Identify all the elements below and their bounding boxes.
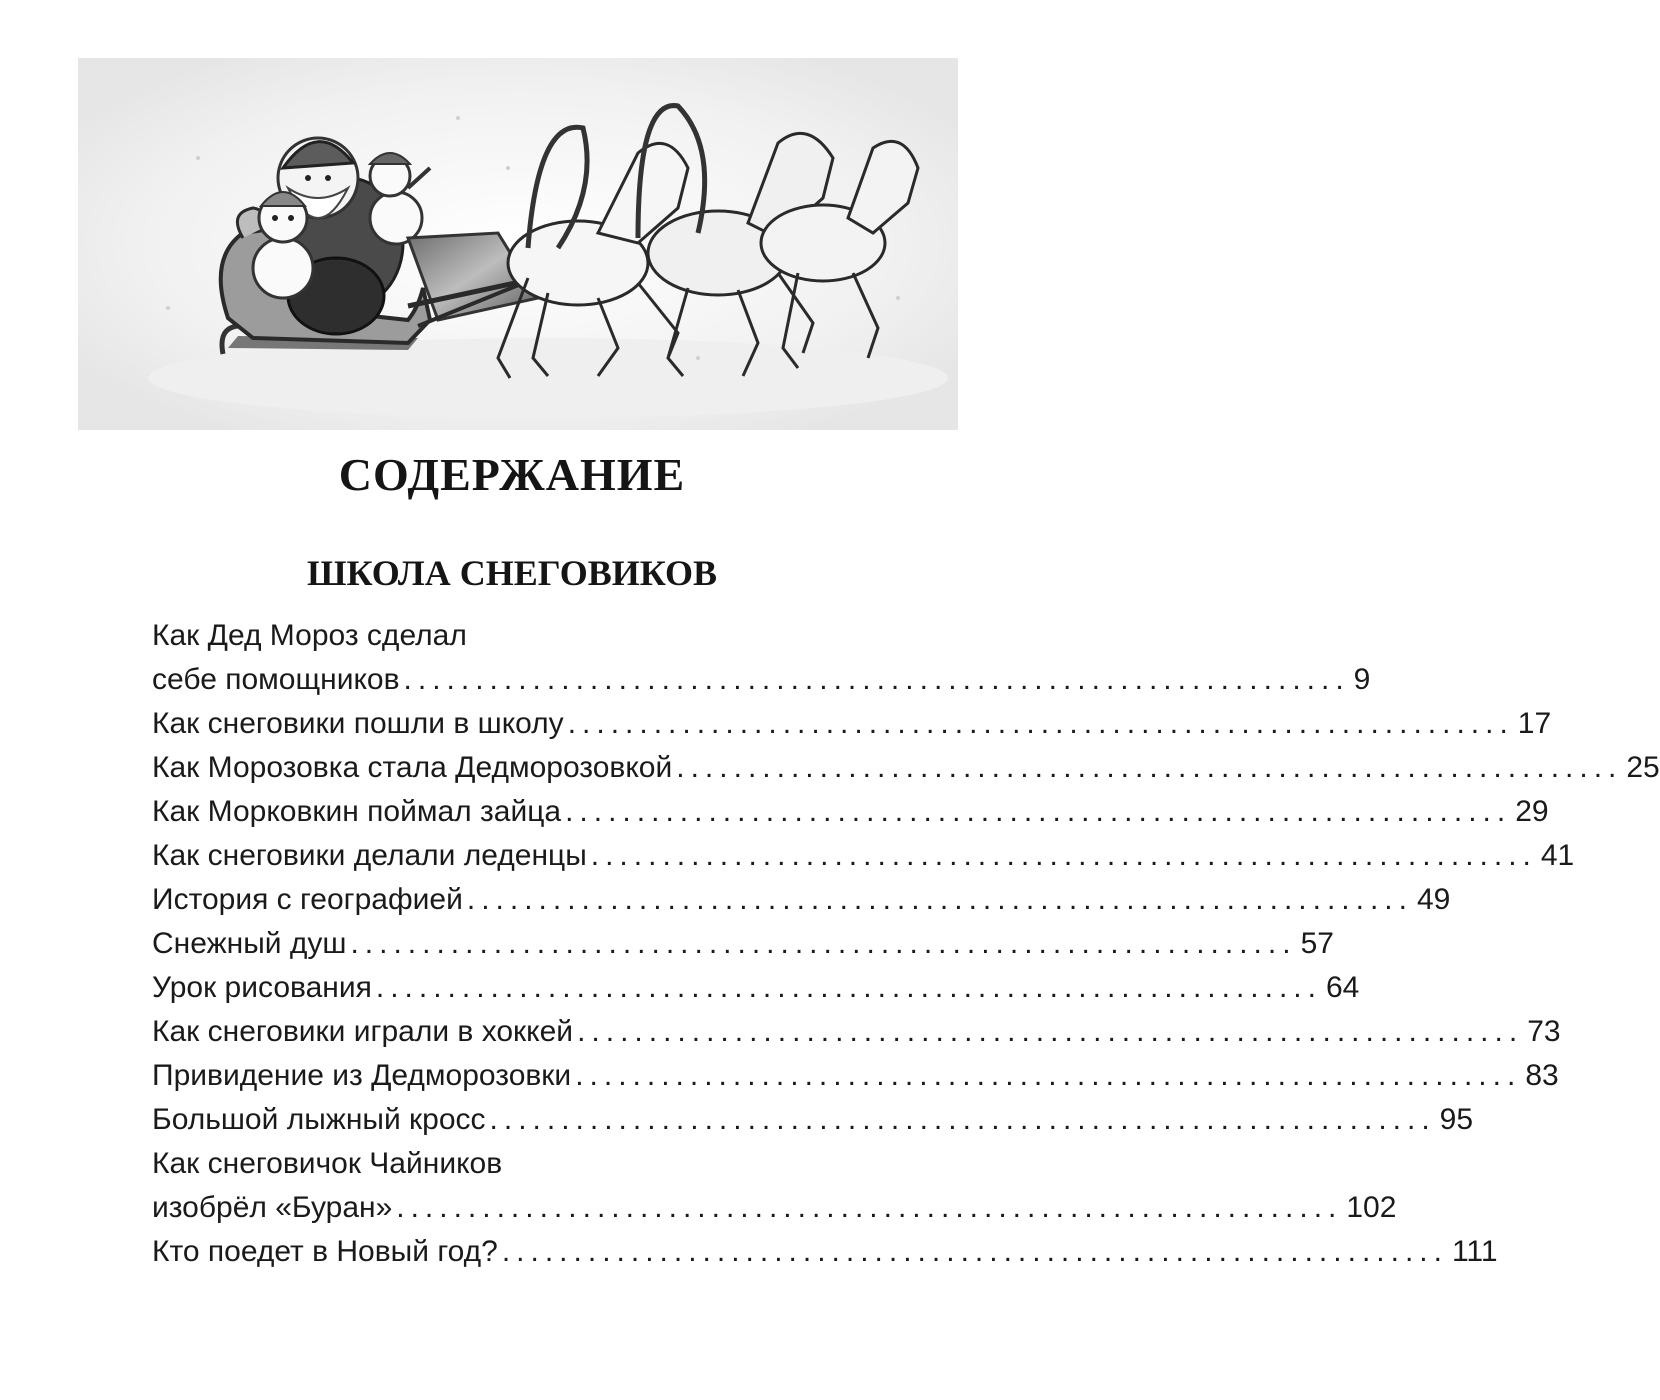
dot-leader: .................................................................. bbox=[466, 883, 1413, 916]
toc-entry-title: изобрёл «Буран» bbox=[152, 1191, 393, 1224]
toc-entry-title-line1: Как Дед Мороз сделал bbox=[152, 619, 467, 652]
dot-leader: .................................................................. bbox=[676, 751, 1623, 784]
toc-entry[interactable] bbox=[152, 702, 1552, 746]
toc-entry-title-line1: Как снеговичок Чайников bbox=[152, 1147, 503, 1180]
toc-page-number: 95 bbox=[1439, 1103, 1474, 1136]
toc-entry[interactable] bbox=[152, 1230, 1498, 1274]
toc-entry[interactable] bbox=[152, 1098, 1474, 1142]
section-heading: ШКОЛА СНЕГОВИКОВ bbox=[306, 553, 718, 593]
toc-entry-title: Как Морковкин поймал зайца bbox=[152, 795, 562, 828]
dot-leader: .................................................................. bbox=[565, 795, 1512, 828]
toc-entry[interactable] bbox=[152, 1054, 1559, 1098]
dot-leader: .................................................................. bbox=[501, 1235, 1448, 1268]
toc-entry[interactable] bbox=[152, 1010, 1561, 1054]
toc-entry-title: Как Морозовка стала Дедморозовкой bbox=[152, 751, 673, 784]
toc-page-number: 49 bbox=[1416, 883, 1451, 916]
toc-page-number: 9 bbox=[1353, 663, 1371, 696]
toc-entry-title: История с географией bbox=[152, 883, 463, 916]
toc-entry-title: себе помощников bbox=[152, 663, 400, 696]
toc-page-number: 102 bbox=[1346, 1191, 1397, 1224]
toc-page-number: 25 bbox=[1626, 751, 1660, 784]
dot-leader: .................................................................. bbox=[590, 839, 1537, 872]
toc-entry-title: Большой лыжный кросс bbox=[152, 1103, 486, 1136]
toc-entry[interactable] bbox=[152, 746, 1660, 790]
toc-page-number: 17 bbox=[1517, 707, 1552, 740]
dot-leader: .................................................................. bbox=[403, 663, 1350, 696]
toc-entry[interactable] bbox=[152, 922, 1334, 966]
dot-leader: .................................................................. bbox=[375, 971, 1322, 1004]
toc-page-number: 57 bbox=[1300, 927, 1334, 960]
dot-leader: .................................................................. bbox=[396, 1191, 1343, 1224]
toc-entry[interactable] bbox=[152, 614, 1371, 702]
toc-page-number: 64 bbox=[1325, 971, 1360, 1004]
toc-entry-title: Как снеговики делали леденцы bbox=[152, 839, 587, 872]
toc-entry-title: Как снеговики играли в хоккей bbox=[152, 1015, 574, 1048]
toc-entry[interactable] bbox=[152, 1142, 1397, 1230]
page-title: СОДЕРЖАНИЕ bbox=[338, 449, 686, 500]
toc-entry-title: Привидение из Дедморозовки bbox=[152, 1059, 572, 1092]
toc-page-number: 83 bbox=[1525, 1059, 1559, 1092]
toc-page-number: 111 bbox=[1451, 1235, 1498, 1268]
dot-leader: .................................................................. bbox=[577, 1015, 1524, 1048]
toc-entry[interactable] bbox=[152, 878, 1451, 922]
troika-sleigh-illustration bbox=[78, 58, 958, 430]
toc-entry-title: Снежный душ bbox=[152, 927, 347, 960]
table-of-contents bbox=[152, 614, 1660, 1274]
toc-page-number: 41 bbox=[1540, 839, 1575, 872]
toc-entry-title: Урок рисования bbox=[152, 971, 372, 1004]
toc-entry[interactable] bbox=[152, 966, 1360, 1010]
dot-leader: .................................................................. bbox=[350, 927, 1297, 960]
toc-entry[interactable] bbox=[152, 790, 1549, 834]
dot-leader: .................................................................. bbox=[567, 707, 1514, 740]
toc-entry-title: Кто поедет в Новый год? bbox=[152, 1235, 498, 1268]
dot-leader: .................................................................. bbox=[575, 1059, 1522, 1092]
toc-page-number: 29 bbox=[1515, 795, 1549, 828]
dot-leader: .................................................................. bbox=[489, 1103, 1436, 1136]
toc-entry-title: Как снеговики пошли в школу bbox=[152, 707, 564, 740]
toc-entry[interactable] bbox=[152, 834, 1575, 878]
toc-page-number: 73 bbox=[1527, 1015, 1561, 1048]
